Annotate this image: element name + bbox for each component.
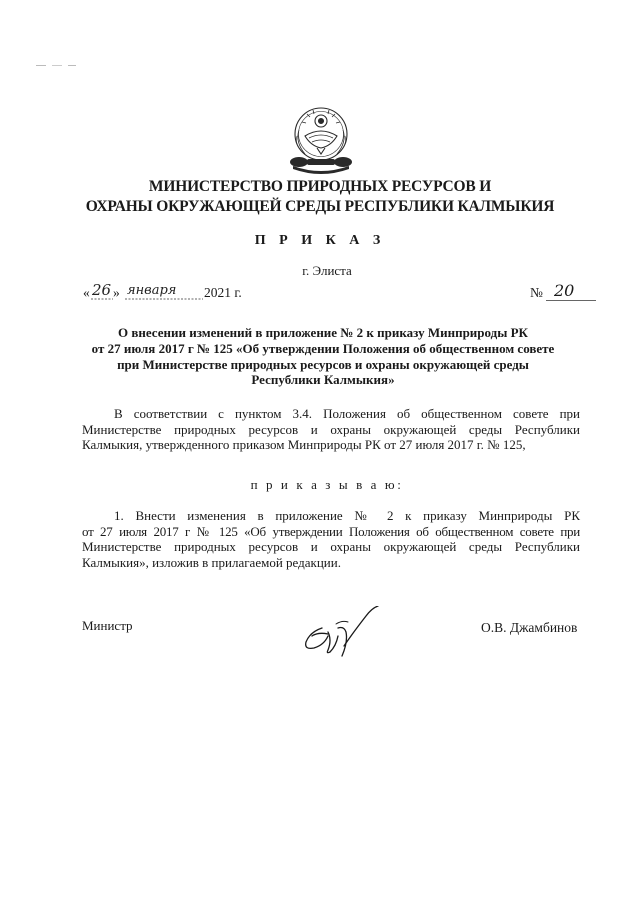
ministry-line-1: МИНИСТЕРСТВО ПРИРОДНЫХ РЕСУРСОВ И xyxy=(148,178,492,195)
handwritten-signature xyxy=(300,606,382,658)
subject-line-1: О внесении изменений в приложение № 2 к приказу Минприроды РК xyxy=(117,325,528,340)
ministry-line-2: ОХРАНЫ ОКРУЖАЮЩЕЙ СРЕДЫ РЕСПУБЛИКИ КАЛМЫКИЯ xyxy=(85,198,555,215)
signatory-name: О.В. Джамбинов xyxy=(481,620,578,635)
clause-line-3: Министерстве природных ресурсов и охраны окружающей среды Республики xyxy=(82,539,580,554)
order-date xyxy=(83,281,283,303)
clause-line-2: от 27 июля 2017 г № 125 «Об утверждении Положения об общественном совете при xyxy=(82,523,580,539)
date-underline xyxy=(91,297,203,301)
number-underline xyxy=(546,299,596,302)
preamble-line-2: Министерстве природных ресурсов и охраны окружающей среды Республики xyxy=(82,421,580,437)
date-month-handwritten: января xyxy=(127,283,177,298)
order-number xyxy=(530,281,600,305)
date-open-quote: « xyxy=(83,285,90,300)
clause-1 xyxy=(82,508,580,570)
subject-line-2: от 27 июля 2017 г № 125 «Об утверждении Положения об общественном совете xyxy=(91,340,555,356)
subject-line-3: при Министерстве природных ресурсов и охраны окружающей среды xyxy=(117,356,529,372)
preamble xyxy=(82,406,580,453)
date-close-quote: » xyxy=(113,285,120,300)
number-handwritten: 20 xyxy=(554,281,575,300)
signatory-title: Министр xyxy=(82,618,133,633)
number-sign: № xyxy=(530,285,543,300)
order-subject xyxy=(70,325,576,388)
document-type: П Р И К А З xyxy=(254,233,386,248)
city: г. Элиста xyxy=(302,263,352,278)
decree-word: п р и к а з ы в а ю: xyxy=(250,477,404,492)
ministry-name xyxy=(40,177,600,217)
preamble-line-1: В соответствии с пунктом 3.4. Положения об общественном совете при xyxy=(114,406,580,421)
preamble-line-3: Калмыкия, утвержденного приказом Минприроды РК от 27 июля 2017 г. № 125, xyxy=(82,437,526,452)
date-day-handwritten: 26 xyxy=(92,281,112,299)
subject-line-4: Республики Калмыкия» xyxy=(251,372,395,388)
date-year: 2021 г. xyxy=(204,285,242,300)
coat-of-arms-icon xyxy=(277,104,365,176)
clause-line-4: Калмыкия», изложив в прилагаемой редакции. xyxy=(82,554,341,570)
scan-artifact xyxy=(36,64,84,67)
clause-line-1: 1. Внести изменения в приложение № 2 к приказу Минприроды РК xyxy=(114,508,580,523)
